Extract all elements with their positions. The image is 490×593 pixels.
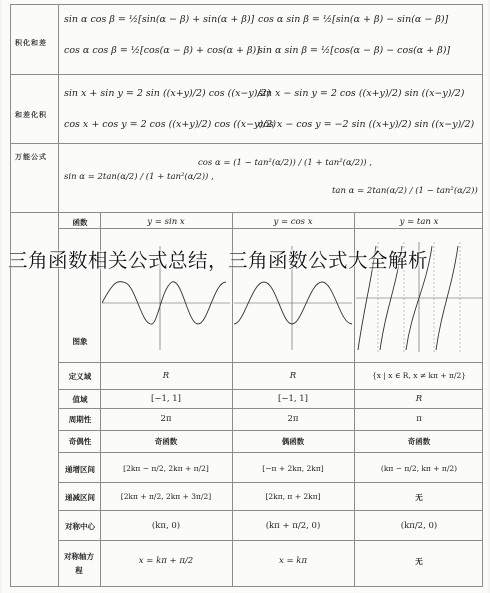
sin-range: [−1, 1] — [151, 394, 181, 404]
sin-center: (kπ, 0) — [151, 521, 181, 531]
formula-cos-cos: cos α cos β = ½[cos(α − β) + cos(α + β)] — [64, 45, 260, 56]
table-row-line — [58, 389, 483, 390]
formula-cosx-minus-cosy: cos x − cos y = −2 sin ((x+y)/2) sin ((x−y)/2) — [258, 119, 475, 130]
table-header-sin: y = sin x — [147, 217, 185, 227]
row-label-decreasing: 递减区间 — [65, 493, 95, 502]
row-label-increasing: 递增区间 — [65, 465, 95, 474]
sin-parity: 奇函数 — [154, 437, 178, 446]
table-header-tan: y = tan x — [399, 217, 439, 227]
table-row-line — [58, 362, 483, 363]
cos-range: [−1, 1] — [278, 394, 308, 404]
sin-axis: x = kπ + π/2 — [138, 556, 194, 566]
section-label-product-to-sum: 积化和差 — [15, 39, 47, 47]
formula-sin-cos: sin α cos β = ½[sin(α − β) + sin(α + β)] — [64, 14, 255, 25]
table-row-line — [58, 540, 483, 541]
row-label-range: 值域 — [72, 395, 88, 404]
table-row-label-graph: 图象 — [72, 337, 88, 346]
tan-parity: 奇函数 — [407, 437, 431, 446]
table-header-cos: y = cos x — [273, 217, 313, 227]
formula-universal-sin: sin α = 2tan(α/2) / (1 + tan²(α/2)) , — [64, 172, 214, 182]
table-row-line — [58, 408, 483, 409]
formula-universal-cos: cos α = (1 − tan²(α/2)) / (1 + tan²(α/2)) , — [198, 158, 373, 168]
row-label-period: 周期性 — [68, 415, 92, 424]
sin-decreasing: [2kπ + π/2, 2kπ + 3π/2] — [120, 492, 212, 501]
tan-increasing: (kπ − π/2, kπ + π/2) — [380, 464, 458, 473]
tan-period: π — [416, 414, 422, 424]
formula-sinx-plus-siny: sin x + sin y = 2 sin ((x+y)/2) cos ((x−y)/2) — [64, 88, 271, 99]
formula-universal-tan: tan α = 2tan(α/2) / (1 − tan²(α/2)) — [332, 186, 478, 196]
cos-decreasing: [2kπ, π + 2kπ] — [265, 492, 321, 501]
section-divider — [10, 143, 483, 144]
tan-domain: {x | x ∈ R, x ≠ kπ + π/2} — [371, 371, 467, 380]
formula-sinx-minus-siny: sin x − sin y = 2 cos ((x+y)/2) sin ((x−y)/2) — [258, 88, 465, 99]
formula-sin-sin: sin α sin β = ½[cos(α − β) − cos(α + β)] — [258, 45, 451, 56]
formula-cos-sin: cos α sin β = ½[sin(α + β) − sin(α − β)] — [258, 14, 449, 25]
tan-axis: 无 — [415, 557, 423, 566]
section-divider-vertical — [58, 4, 59, 212]
tan-decreasing: 无 — [415, 493, 423, 502]
table-row-line — [58, 452, 483, 453]
tan-range: R — [415, 394, 423, 404]
cos-increasing: [−π + 2kπ, 2kπ] — [262, 464, 324, 473]
cos-axis: x = kπ — [278, 556, 308, 566]
formula-sheet — [2, 0, 488, 593]
section-divider — [10, 74, 483, 75]
sin-period: 2π — [160, 414, 172, 424]
section-label-sum-to-product: 和差化积 — [15, 111, 47, 119]
cos-period: 2π — [287, 414, 299, 424]
row-label-center: 对称中心 — [65, 522, 95, 531]
row-label-axis: 对称轴方程 — [64, 552, 94, 575]
section-label-universal: 万能公式 — [15, 153, 47, 161]
sin-increasing: [2kπ − π/2, 2kπ + π/2] — [123, 464, 209, 473]
table-row-line — [58, 228, 483, 229]
tan-center: (kπ/2, 0) — [400, 521, 438, 531]
sin-domain: R — [162, 371, 170, 381]
table-row-line — [58, 510, 483, 511]
table-row-line — [58, 430, 483, 431]
overlay-title: 三角函数相关公式总结，三角函数公式大全解析 — [8, 249, 429, 272]
row-label-domain: 定义域 — [68, 372, 92, 381]
section-divider — [10, 212, 483, 213]
cos-parity: 偶函数 — [281, 437, 305, 446]
table-row-line — [58, 482, 483, 483]
cos-center: (kπ + π/2, 0) — [265, 521, 321, 531]
cos-domain: R — [289, 371, 297, 381]
table-header-function: 函数 — [72, 218, 88, 227]
row-label-parity: 奇偶性 — [68, 437, 92, 446]
formula-cosx-plus-cosy: cos x + cos y = 2 cos ((x+y)/2) cos ((x−y)/2) — [64, 119, 277, 130]
